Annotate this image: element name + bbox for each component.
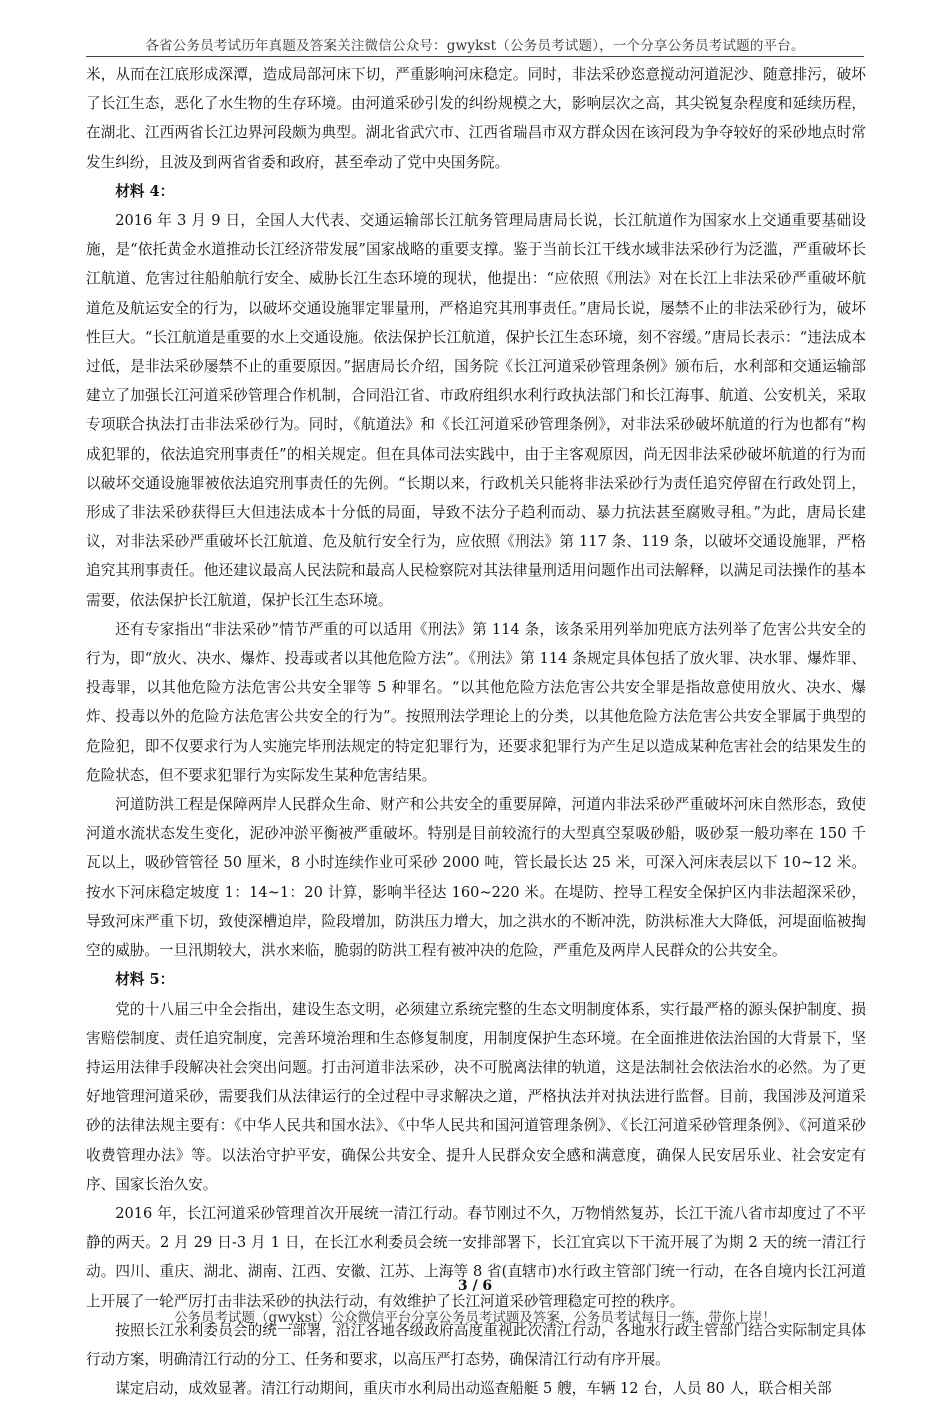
paragraph: 党的十八届三中全会指出，建设生态文明，必须建立系统完整的生态文明制度体系，实行最严格的源头保护制度、损害赔偿制度、责任追究制度，完善环境治理和生态修复制度，用制度保护生态环境。在全面推进依法治国的大背景下，坚持运用法律手段解决社会突出问题。打击河道非法采砂，决不可脱离法律的轨道，这是法制社会依法治水的必然。为了更好地管理河道采砂，需要我们从法律运行的全过程中寻求解决之道，严格执法并对执法进行监督。目前，我国涉及河道采砂的法律法规主要有：《中华人民共和国水法》、《中华人民共和国河道管理条例》、《长江河道采砂管理条例》、《河道采砂收费管理办法》等。以法治守护平安，确保公共安全、提升人民群众安全感和满意度，确保人民安居乐业、社会安定有序、国家长治久安。: [86, 1000, 866, 1193]
header-divider: [86, 56, 864, 57]
paragraph: 按照长江水利委员会的统一部署，沿江各地各级政府高度重视此次清江行动，各地水行政主管部门结合实际制定具体行动方案，明确清江行动的分工、任务和要求，以高压严打态势，确保清江行动有序开展。: [86, 1321, 866, 1368]
paragraph: 还有专家指出“非法采砂”情节严重的可以适用《刑法》第 114 条，该条采用列举加兜底方法列举了危害公共安全的行为，即“放火、决水、爆炸、投毒或者以其他危险方法”。《刑法》第 114 条规定具体包括了放火罪、决水罪、爆炸罪、投毒罪，以其他危险方法危害公共安全罪等 5 种罪名。“以其他危险方法危害公共安全罪是指故意使用放火、决水、爆炸、投毒以外的危险方法危害公共安全的行为”。按照刑法学理论上的分类，以其他危险方法危害公共安全罪属于典型的危险犯，即不仅要求行为人实施完毕刑法规定的特定犯罪行为，还要求犯罪行为产生足以造成某种危害社会的结果发生的危险状态，但不要求犯罪行为实际发生某种危害结果。: [86, 620, 866, 784]
section-heading-material-5: 材料 5：: [115, 971, 175, 989]
paragraph: 2016 年，长江河道采砂管理首次开展统一清江行动。春节刚过不久，万物悄然复苏，长江干流八省市却度过了不平静的两天。2 月 29 日-3 月 1 日，在长江水利委员会统一安排部署下，长江宜宾以下干流开展了为期 2 天的统一清江行动。四川、重庆、湖北、湖南、江西、安徽、江苏、上海等 8 省(直辖市)水行政主管部门统一行动，在各自境内长江河道上开展了一轮严厉打击非法采砂的执法行动，有效维护了长江河道采砂管理稳定可控的秩序。: [86, 1204, 866, 1310]
document-body: [86, 60, 866, 1403]
paragraph: 米，从而在江底形成深潭，造成局部河床下切，严重影响河床稳定。同时，非法采砂恣意搅动河道泥沙、随意排污，破坏了长江生态，恶化了水生物的生存环境。由河道采砂引发的纠纷规模之大，影响层次之高，其尖锐复杂程度和延续历程，在湖北、江西两省长江边界河段颇为典型。湖北省武穴市、江西省瑞昌市双方群众因在该河段为争夺较好的采砂地点时常发生纠纷，且波及到两省省委和政府，甚至牵动了党中央国务院。: [86, 66, 866, 171]
paragraph: 河道防洪工程是保障两岸人民群众生命、财产和公共安全的重要屏障，河道内非法采砂严重破坏河床自然形态，致使河道水流状态发生变化，泥砂冲淤平衡被严重破坏。特别是目前较流行的大型真空泵吸砂船，吸砂泵一般功率在 150 千瓦以上，吸砂管管径 50 厘米，8 小时连续作业可采砂 2000 吨，管长最长达 25 米，可深入河床表层以下 10~12 米。按水下河床稳定坡度 1：14~1：20 计算，影响半径达 160~220 米。在堤防、控导工程安全保护区内非法超深采砂，导致河床严重下切，致使深槽迫岸，险段增加，防洪压力增大，加之洪水的不断冲洗，防洪标准大大降低，河堤面临被掏空的威胁。一旦汛期较大，洪水来临，脆弱的防洪工程有被冲决的危险，严重危及两岸人民群众的公共安全。: [86, 796, 866, 960]
page-footer: 公务员考试题（gwykst）公众微信平台分享公务员考试题及答案，公务员考试每日一练，带你上岸！: [174, 1310, 776, 1326]
paragraph: 谋定启动，成效显著。清江行动期间，重庆市水利局出动巡查船艇 5 艘，车辆 12 台，人员 80 人，联合相关部: [115, 1380, 832, 1398]
page-header: 各省公务员考试历年真题及答案关注微信公众号：gwykst（公务员考试题），一个分享公务员考试题的平台。: [145, 38, 805, 54]
section-heading-material-4: 材料 4：: [115, 182, 175, 200]
paragraph: 2016 年 3 月 9 日，全国人大代表、交通运输部长江航务管理局唐局长说，长江航道作为国家水上交通重要基础设施，是“依托黄金水道推动长江经济带发展”国家战略的重要支撑。鉴于当前长江干线水域非法采砂行为泛滥，严重破坏长江航道、危害过往船舶航行安全、威胁长江生态环境的现状，他提出：“应依照《刑法》对在长江上非法采砂严重破坏航道危及航运安全的行为，以破坏交通设施罪定罪量刑，严格追究其刑事责任。”唐局长说，屡禁不止的非法采砂行为，破坏性巨大。“长江航道是重要的水上交通设施。依法保护长江航道，保护长江生态环境，刻不容缓。”唐局长表示：“违法成本过低，是非法采砂屡禁不止的重要原因。”据唐局长介绍，国务院《长江河道采砂管理条例》颁布后，水利部和交通运输部建立了加强长江河道采砂管理合作机制，合同沿江省、市政府组织水利行政执法部门和长江海事、航道、公安机关，采取专项联合执法打击非法采砂行为。同时，《航道法》和《长江河道采砂管理条例》，对非法采砂破坏航道的行为也都有“构成犯罪的，依法追究刑事责任”的相关规定。但在具体司法实践中，由于主客观原因，尚无因非法采砂破坏航道的行为而以破坏交通设施罪被依法追究刑事责任的先例。“长期以来，行政机关只能将非法采砂行为责任追究停留在行政处罚上，形成了非法采砂获得巨大但违法成本十分低的局面，导致不法分子趋利而动、暴力抗法甚至腐败寻租。”为此，唐局长建议，对非法采砂严重破坏长江航道、危及航行安全行为，应依照《刑法》第 117 条、119 条，以破坏交通设施罪，严格追究其刑事责任。他还建议最高人民法院和最高人民检察院对其法律量刑适用问题作出司法解释，以满足司法操作的基本需要，依法保护长江航道，保护长江生态环境。: [86, 212, 866, 609]
page-number: 3 / 6: [457, 1278, 493, 1294]
